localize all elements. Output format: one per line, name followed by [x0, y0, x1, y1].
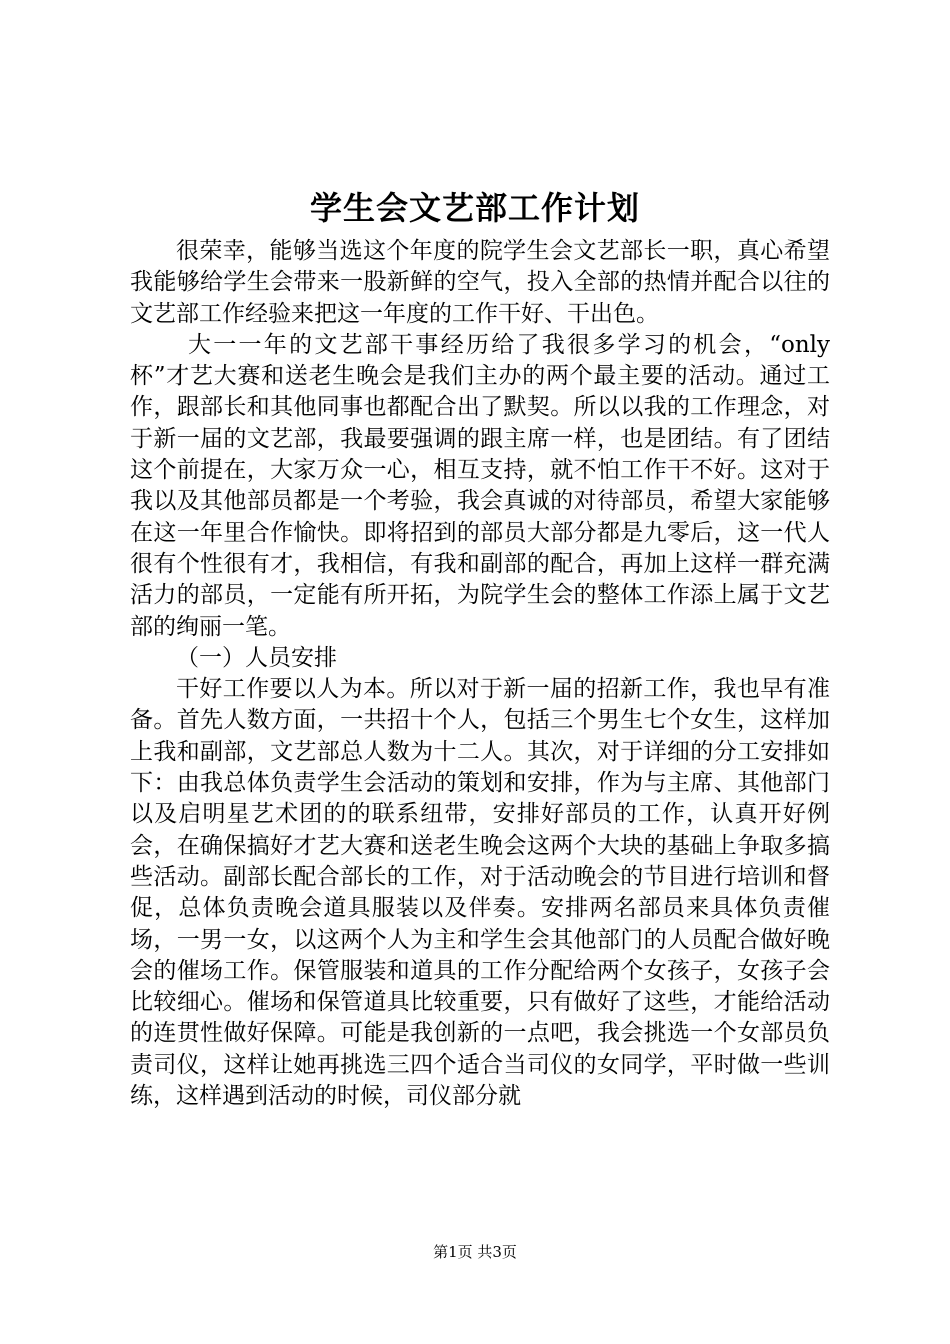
document-body: [130, 236, 830, 1112]
section-heading-staffing: （一）人员安排: [176, 644, 337, 671]
paragraph-intro: 很荣幸，能够当选这个年度的院学生会文艺部长一职，真心希望我能够给学生会带来一股新鲜的空气，投入全部的热情并配合以往的文艺部工作经验来把这一年度的工作干好、干出色。: [130, 238, 830, 327]
paragraph-staffing: 干好工作要以人为本。所以对于新一届的招新工作，我也早有准备。首先人数方面，一共招十个人，包括三个男生七个女生，这样加上我和副部，文艺部总人数为十二人。其次，对于详细的分工安排如下：由我总体负责学生会活动的策划和安排，作为与主席、其他部门以及启明星艺术团的的联系纽带，安排好部员的工作，认真开好例会，在确保搞好才艺大赛和送老生晚会这两个大块的基础上争取多搞些活动。副部长配合部长的工作，对于活动晚会的节目进行培训和督促，总体负责晚会道具服装以及伴奏。安排两名部员来具体负责催场，一男一女，以这两个人为主和学生会其他部门的人员配合做好晚会的催场工作。保管服装和道具的工作分配给两个女孩子，女孩子会比较细心。催场和保管道具比较重要，只有做好了这些，才能给活动的连贯性做好保障。可能是我创新的一点吧，我会挑选一个女部员负责司仪，这样让她再挑选三四个适合当司仪的女同学，平时做一些训练，这样遇到活动的时候，司仪部分就: [130, 676, 830, 1110]
paragraph-experience: 大一一年的文艺部干事经历给了我很多学习的机会，“only杯”才艺大赛和送老生晚会是我们主办的两个最主要的活动。通过工作，跟部长和其他同事也都配合出了默契。所以以我的工作理念，对于新一届的文艺部，我最要强调的跟主席一样，也是团结。有了团结这个前提在，大家万众一心，相互支持，就不怕工作干不好。这对于我以及其他部员都是一个考验，我会真诚的对待部员，希望大家能够在这一年里合作愉快。即将招到的部员大部分都是九零后，这一代人很有个性很有才，我相信，有我和副部的配合，再加上这样一群充满活力的部员，一定能有所开拓，为院学生会的整体工作添上属于文艺部的绚丽一笔。: [130, 331, 830, 640]
document-title: 学生会文艺部工作计划: [309, 189, 640, 227]
page-number-footer: 第1页 共3页: [433, 1243, 517, 1261]
